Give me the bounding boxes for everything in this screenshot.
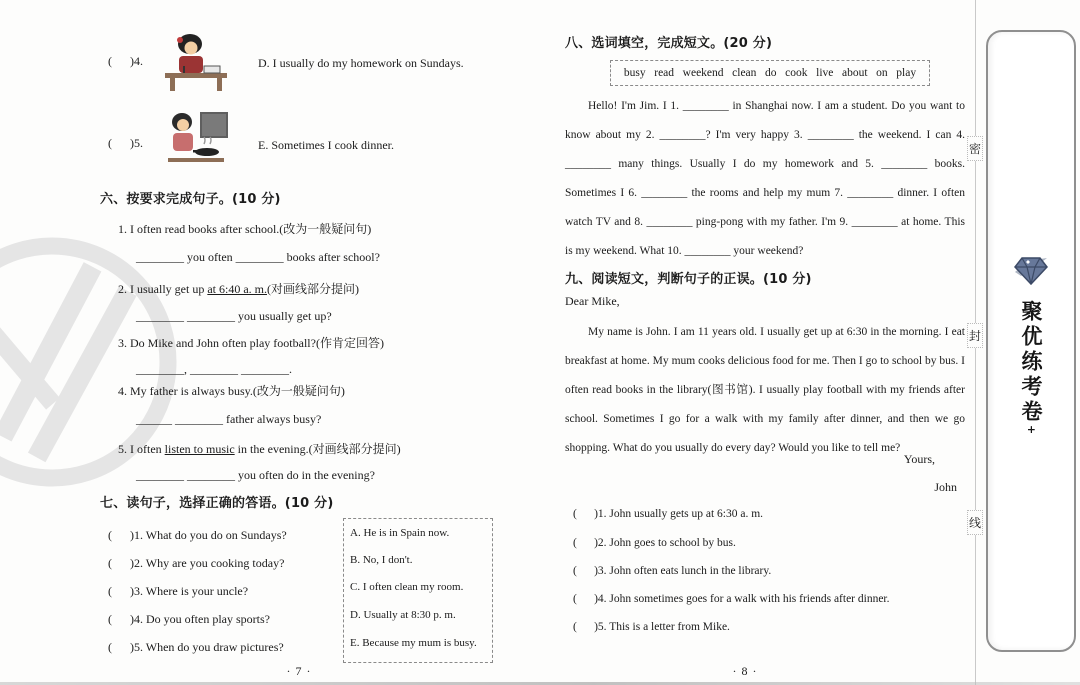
- match-item-5-image: [160, 108, 232, 173]
- s6-item-3-text: 3. Do Mike and John often play football?(作肯定回答): [118, 336, 384, 350]
- s6-item-2-blank: ________ ________ you usually get up?: [136, 309, 332, 323]
- s7-question-4: ( )4. Do you often play sports?: [108, 612, 270, 626]
- s6-item-5-underlined: listen to music: [164, 442, 235, 456]
- word-bank: busy read weekend clean do cook live about on play: [610, 60, 930, 86]
- letter-salutation: Dear Mike,: [565, 294, 620, 308]
- match-item-5-answer: E. Sometimes I cook dinner.: [258, 138, 394, 152]
- reading-passage: My name is John. I am 11 years old. I usually get up at 6:30 in the morning. I eat breakfast at home. My mum cooks delicious food for me. Then I go to school by bus. I often read books in the library(图书馆). I usually play football with my friends after school. Sometimes I go for a walk with my family after dinner, and then we go shopping. What do you usually do every day? Would you like to tell me?: [565, 326, 965, 454]
- brand-title: [1016, 300, 1046, 434]
- exam-brand-strip: [986, 30, 1076, 652]
- seal-char-xian: 线: [967, 510, 983, 535]
- s7-question-2: ( )2. Why are you cooking today?: [108, 556, 285, 570]
- s9-item-3: ( )3. John often eats lunch in the library.: [573, 565, 772, 577]
- right-page: [565, 28, 965, 680]
- section9-title: 九、阅读短文，判断句子的正误。(10 分): [565, 272, 812, 287]
- left-page: [100, 28, 498, 680]
- s6-item-1-blank: ________ you often ________ books after school?: [136, 250, 380, 264]
- s6-item-2-hint: (对画线部分提问): [266, 282, 359, 296]
- s6-item-5-hint: in the evening.(对画线部分提问): [234, 442, 401, 456]
- section6-title: 六、按要求完成句子。(10 分): [100, 192, 281, 207]
- gem-icon: [1012, 254, 1050, 291]
- letter-closing: Yours,: [903, 452, 935, 466]
- page-number-8: · 8 ·: [732, 664, 758, 678]
- s9-item-2: ( )2. John goes to school by bus.: [573, 537, 736, 549]
- s6-item-5-question: [118, 440, 401, 457]
- section8-title: 八、选词填空，完成短文。(20 分): [565, 36, 773, 51]
- s9-item-4: ( )4. John sometimes goes for a walk with his friends after dinner.: [573, 593, 890, 605]
- page-number-7: · 7 ·: [286, 664, 312, 678]
- s7-answer-b: B. No, I don't.: [350, 554, 413, 566]
- s6-item-4-question: [118, 382, 345, 399]
- s7-answer-e: E. Because my mum is busy.: [350, 637, 477, 649]
- letter-signature: John: [934, 480, 957, 494]
- s6-item-3-question: [118, 334, 384, 351]
- s6-item-1-question: [118, 220, 371, 237]
- match-item-5-paren: ( )5.: [108, 136, 143, 150]
- s7-answer-d: D. Usually at 8:30 p. m.: [350, 609, 456, 621]
- s6-item-4-blank: ______ ________ father always busy?: [136, 412, 322, 426]
- seal-char-feng: 封: [967, 323, 983, 348]
- s6-item-3-blank: ________, ________ ________.: [136, 362, 292, 376]
- cloze-passage: Hello! I'm Jim. I 1. ________ in Shanghai now. I am a student. Do you want to know about my 2. ________? I'm very happy 3. ________ the weekend. I can 4. ________ many things. Usually I do my homework and 5. ________ books. Sometimes I 6. ________ the rooms and help my mum 7. ________ dinner. I often watch TV and 8. ________ ping-pong with my father. I'm 9. ________ at home. This is my weekend. What 10. ________ your weekend?: [565, 100, 965, 257]
- s7-question-5: ( )5. When do you draw pictures?: [108, 640, 284, 654]
- s6-item-2-question: [118, 280, 359, 297]
- s7-question-3: ( )3. Where is your uncle?: [108, 584, 249, 598]
- s6-item-1-text: 1. I often read books after school.(改为一般疑问句): [118, 222, 372, 236]
- s7-answer-box: [343, 518, 493, 663]
- s6-item-5-blank: ________ ________ you often do in the evening?: [136, 468, 375, 482]
- s7-answer-c: C. I often clean my room.: [350, 581, 464, 593]
- s6-item-4-text: 4. My father is always busy.(改为一般疑问句): [118, 384, 345, 398]
- s7-question-1: ( )1. What do you do on Sundays?: [108, 528, 287, 542]
- match-item-4-answer: D. I usually do my homework on Sundays.: [258, 56, 464, 70]
- section7-title: 七、读句子，选择正确的答语。(10 分): [100, 496, 334, 511]
- brand-text: 聚优练考卷: [1019, 300, 1043, 425]
- seal-char-mi: 密: [967, 136, 983, 161]
- match-item-4-paren: ( )4.: [108, 54, 143, 68]
- s6-item-5-text: 5. I often: [118, 442, 165, 456]
- match-item-4-image: [160, 30, 232, 97]
- s9-item-1: ( )1. John usually gets up at 6:30 a. m.: [573, 508, 764, 520]
- s6-item-2-text: 2. I usually get up: [118, 282, 208, 296]
- s9-item-5: ( )5. This is a letter from Mike.: [573, 621, 730, 633]
- s7-answer-a: A. He is in Spain now.: [350, 527, 450, 539]
- s6-item-2-underlined: at 6:40 a. m.: [207, 282, 267, 296]
- brand-mark: +: [1025, 425, 1038, 435]
